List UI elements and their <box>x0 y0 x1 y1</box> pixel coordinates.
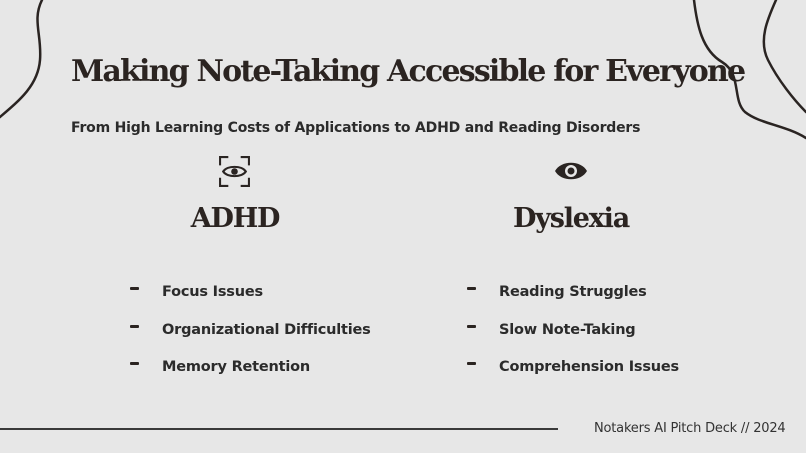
dash-bullet <box>467 287 476 290</box>
list-item: Organizational Difficulties <box>130 319 371 357</box>
eye-icon <box>554 158 588 184</box>
dash-bullet <box>467 362 476 365</box>
dash-bullet <box>130 287 139 290</box>
list-item: Focus Issues <box>130 281 371 319</box>
slide-title: Making Note-Taking Accessible for Everyone <box>71 54 745 89</box>
dyslexia-heading: Dyslexia <box>513 203 629 234</box>
dash-bullet <box>467 325 476 328</box>
eye-focus-icon <box>218 155 251 188</box>
right-decorative-curve-2 <box>764 0 806 112</box>
dash-bullet <box>130 325 139 328</box>
slide-subtitle: From High Learning Costs of Applications to ADHD and Reading Disorders <box>71 120 641 136</box>
left-decorative-curve <box>0 0 42 117</box>
dyslexia-symptom-list <box>467 281 679 394</box>
adhd-heading: ADHD <box>190 203 280 234</box>
footer-text: Notakers AI Pitch Deck // 2024 <box>594 421 786 436</box>
list-item: Slow Note-Taking <box>467 319 679 357</box>
adhd-symptom-list <box>130 281 371 394</box>
dash-bullet <box>130 362 139 365</box>
list-item: Memory Retention <box>130 356 371 394</box>
list-item: Comprehension Issues <box>467 356 679 394</box>
footer-divider <box>0 428 558 430</box>
list-item: Reading Struggles <box>467 281 679 319</box>
